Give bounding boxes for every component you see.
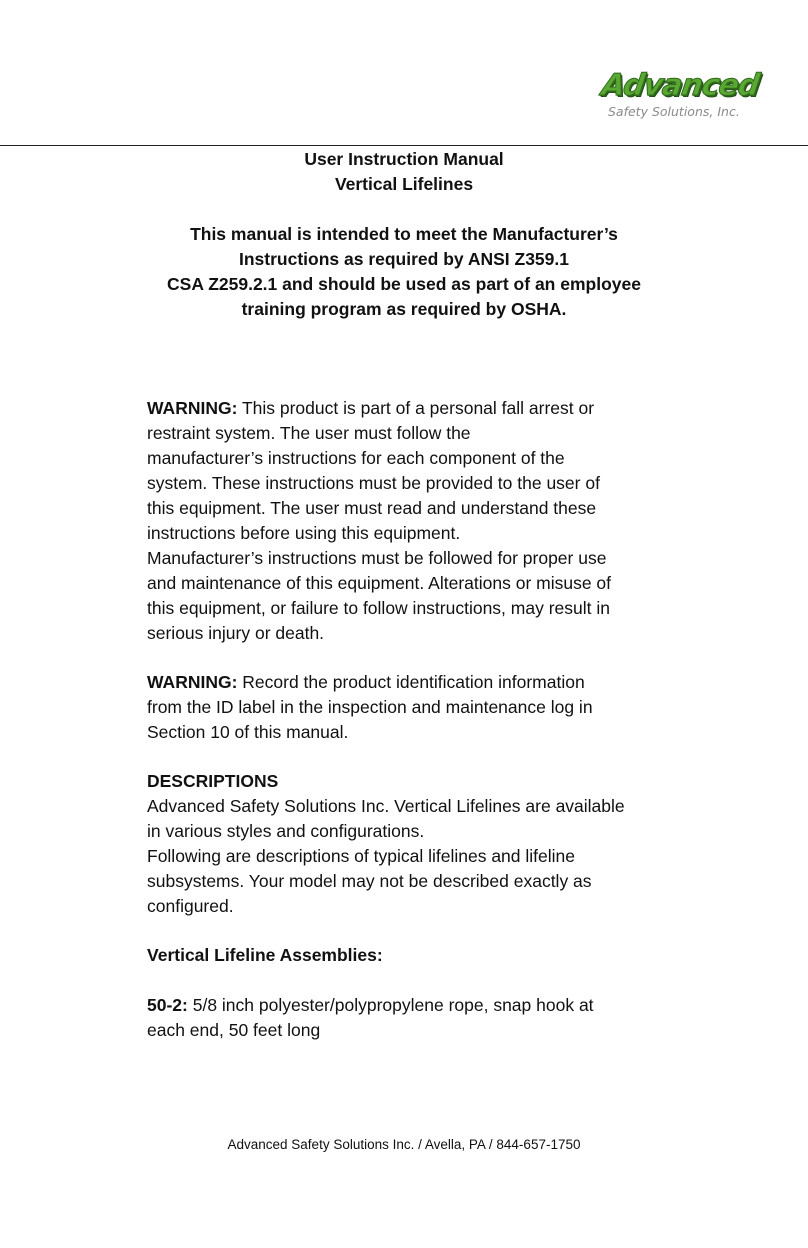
warning-line: Section 10 of this manual. xyxy=(147,722,349,742)
warning-line: system. These instructions must be provided to the user of xyxy=(147,473,600,493)
warning-first-line xyxy=(147,396,707,421)
page-footer: Advanced Safety Solutions Inc. / Avella, PA / 844-657-1750 xyxy=(227,1137,581,1152)
header-rule xyxy=(0,145,808,146)
descriptions-section xyxy=(147,769,707,919)
intro-line: Instructions as required by ANSI Z359.1 xyxy=(238,249,569,269)
warning-first-line xyxy=(147,670,707,695)
warning-section-2 xyxy=(147,670,707,745)
warning-line: from the ID label in the inspection and maintenance log in xyxy=(147,697,593,717)
logo-wordmark: Advanced xyxy=(599,68,761,103)
warning-line: and maintenance of this equipment. Alterations or misuse of xyxy=(147,573,612,593)
warning-line: manufacturer’s instructions for each component of the xyxy=(147,448,565,468)
warning-text: Record the product identification information xyxy=(237,672,585,692)
warning-line: Manufacturer’s instructions must be followed for proper use xyxy=(147,548,607,568)
warning-line: this equipment. The user must read and understand these xyxy=(147,498,597,518)
description-line: in various styles and configurations. xyxy=(147,821,425,841)
description-line: subsystems. Your model may not be described exactly as xyxy=(147,871,592,891)
intro-line: This manual is intended to meet the Manufacturer’s xyxy=(190,224,618,244)
warning-line: instructions before using this equipment. xyxy=(147,523,461,543)
model-line: each end, 50 feet long xyxy=(147,1020,321,1040)
model-text: 5/8 inch polyester/polypropylene rope, snap hook at xyxy=(187,995,594,1015)
title-line-1: User Instruction Manual xyxy=(304,149,504,169)
intro-line: training program as required by OSHA. xyxy=(241,299,567,319)
description-line: Following are descriptions of typical lifelines and lifeline xyxy=(147,846,575,866)
description-line: configured. xyxy=(147,896,234,916)
warning-section-1 xyxy=(147,396,707,646)
warning-line: restraint system. The user must follow the xyxy=(147,423,471,443)
warning-label: WARNING: xyxy=(147,672,238,692)
logo-tagline: Safety Solutions, Inc. xyxy=(608,104,740,119)
description-line: Advanced Safety Solutions Inc. Vertical Lifelines are available xyxy=(147,796,625,816)
model-label: 50-2: xyxy=(147,995,188,1015)
model-first-line xyxy=(147,993,707,1018)
intro-line: CSA Z259.2.1 and should be used as part of an employee xyxy=(167,274,641,294)
company-logo xyxy=(596,68,768,124)
assemblies-heading: Vertical Lifeline Assemblies: xyxy=(147,945,383,965)
warning-line: serious injury or death. xyxy=(147,623,325,643)
model-50-2-section xyxy=(147,993,707,1043)
descriptions-heading: DESCRIPTIONS xyxy=(147,771,279,791)
warning-line: this equipment, or failure to follow instructions, may result in xyxy=(147,598,610,618)
warning-text: This product is part of a personal fall arrest or xyxy=(237,398,595,418)
document-title xyxy=(0,147,808,197)
intro-statement xyxy=(0,222,808,322)
warning-label: WARNING: xyxy=(147,398,238,418)
assemblies-section xyxy=(147,943,707,968)
title-line-2: Vertical Lifelines xyxy=(334,174,474,194)
